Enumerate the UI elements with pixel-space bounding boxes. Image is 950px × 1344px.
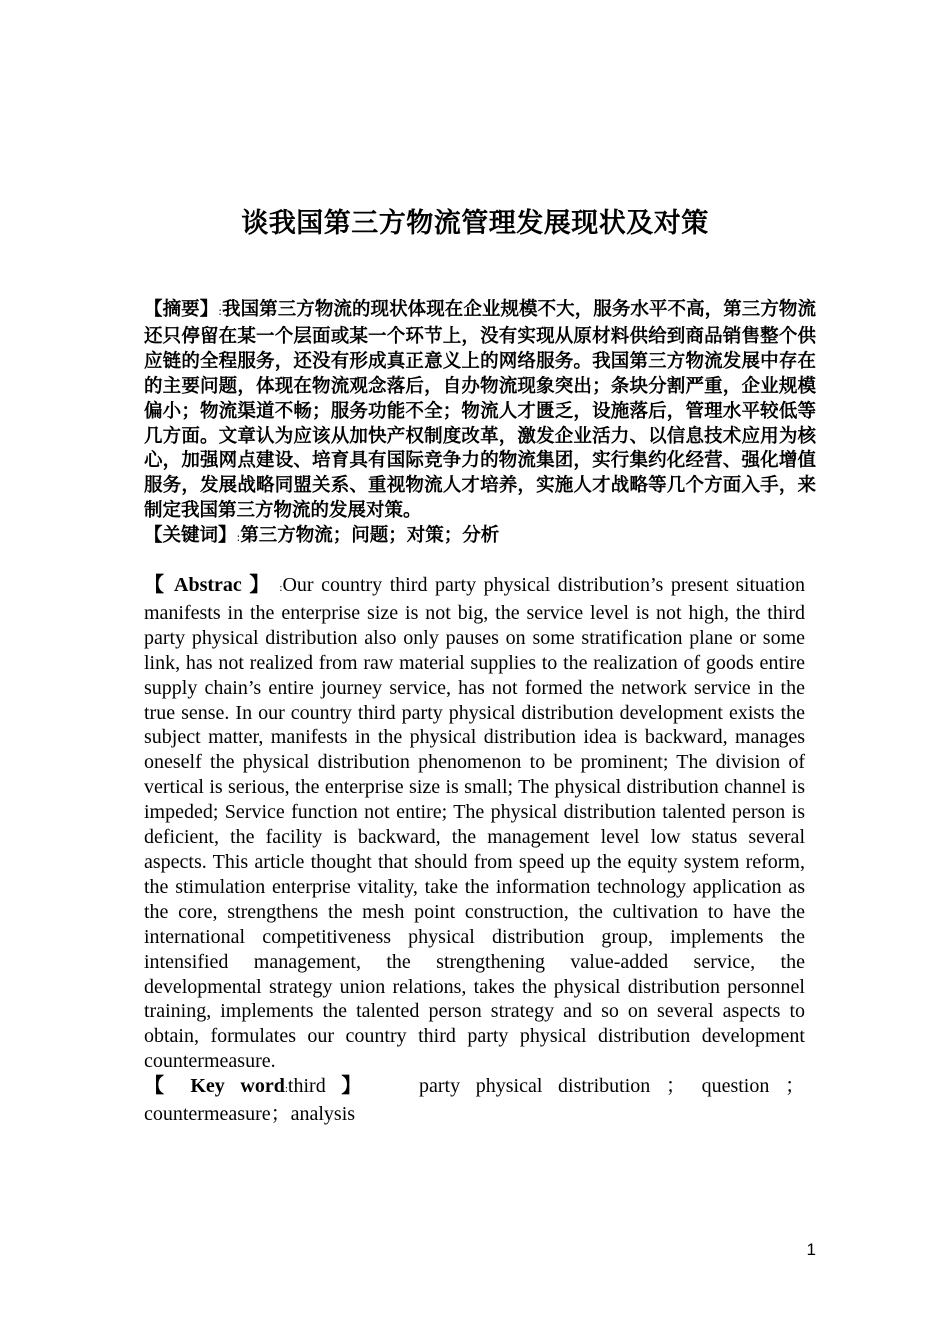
keywords-zh-separator: :	[236, 531, 241, 545]
keywords-en-label-open: 【	[144, 1075, 191, 1098]
keywords-zh-label: 【关键词】	[144, 525, 237, 547]
abstract-en-label: 【 Abstrac 】	[144, 574, 272, 596]
english-section	[144, 573, 805, 1127]
keywords-en-label-close: 】	[325, 1075, 388, 1098]
document-title: 谈我国第三方物流管理发展现状及对策	[241, 208, 709, 239]
abstract-zh-text: 我国第三方物流的现状体现在企业规模不大，服务水平不高，第三方物流还只停留在某一个层面或某一个环节上，没有实现从原材料供给到商品销售整个供应链的全程服务，还没有形成真正意义上的网络服务。我国第三方物流发展中存在的主要问题，体现在物流观念落后，自办物流现象突出；条块分割严重，企业规模偏小；物流渠道不畅；服务功能不全；物流人才匮乏，设施落后，管理水平较低等几方面。文章认为应该从加快产权制度改革，激发企业活力、以信息技术应用为核心，加强网点建设、培育具有国际竞争力的物流集团，实行集约化经营、强化增值服务，发展战略同盟关系、重视物流人才培养，实施人才战略等几个方面入手，来制定我国第三方物流的发展对策。	[144, 299, 816, 522]
abstract-zh-label: 【摘要】	[144, 299, 219, 320]
keywords-zh	[144, 524, 816, 551]
chinese-section	[144, 298, 816, 551]
keywords-en-separator: :	[284, 1083, 288, 1096]
keywords-en	[144, 1074, 805, 1127]
keywords-en-label: Key word	[190, 1075, 285, 1098]
keywords-en-first-word: third	[287, 1075, 326, 1098]
abstract-zh	[144, 298, 816, 524]
abstract-en-text: Our country third party physical distribution’s present situation manifests in the enterprise size is not big, the service level is not high, the third party physical distribution also only pauses on some stratification plane or some link, has not realized from raw material supplies to the realization of goods entire supply chain’s entire journey service, has not formed the network service in the true sense. In our country third party physical distribution development exists the subject matter, manifests in the physical distribution idea is backward, manages oneself the physical distribution phenomenon to be prominent; The division of vertical is serious, the enterprise size is small; The physical distribution channel is impeded; Service function not entire; The physical distribution talented person is deficient, the facility is backward, the management level low status several aspects. This article thought that should from speed up the equity system reform, the stimulation enterprise vitality, take the information technology application as the core, strengthens the mesh point construction, the cultivation to have the international competitiveness physical distribution group, implements the intensified management, the strengthening value-added service, the developmental strategy union relations, takes the physical distribution personnel training, implements the talented person strategy and so on several aspects to obtain, formulates our country third party physical distribution development countermeasure.	[144, 574, 806, 1073]
abstract-en-separator: :	[279, 582, 283, 594]
page-number: 1	[806, 1240, 816, 1259]
abstract-en	[144, 573, 805, 1074]
keywords-en-text: party physical distribution ； question ； countermeasure；analysis	[144, 1075, 806, 1126]
keywords-zh-text: 第三方物流；问题；对策；分析	[240, 525, 500, 547]
abstract-zh-separator: :	[218, 305, 222, 318]
